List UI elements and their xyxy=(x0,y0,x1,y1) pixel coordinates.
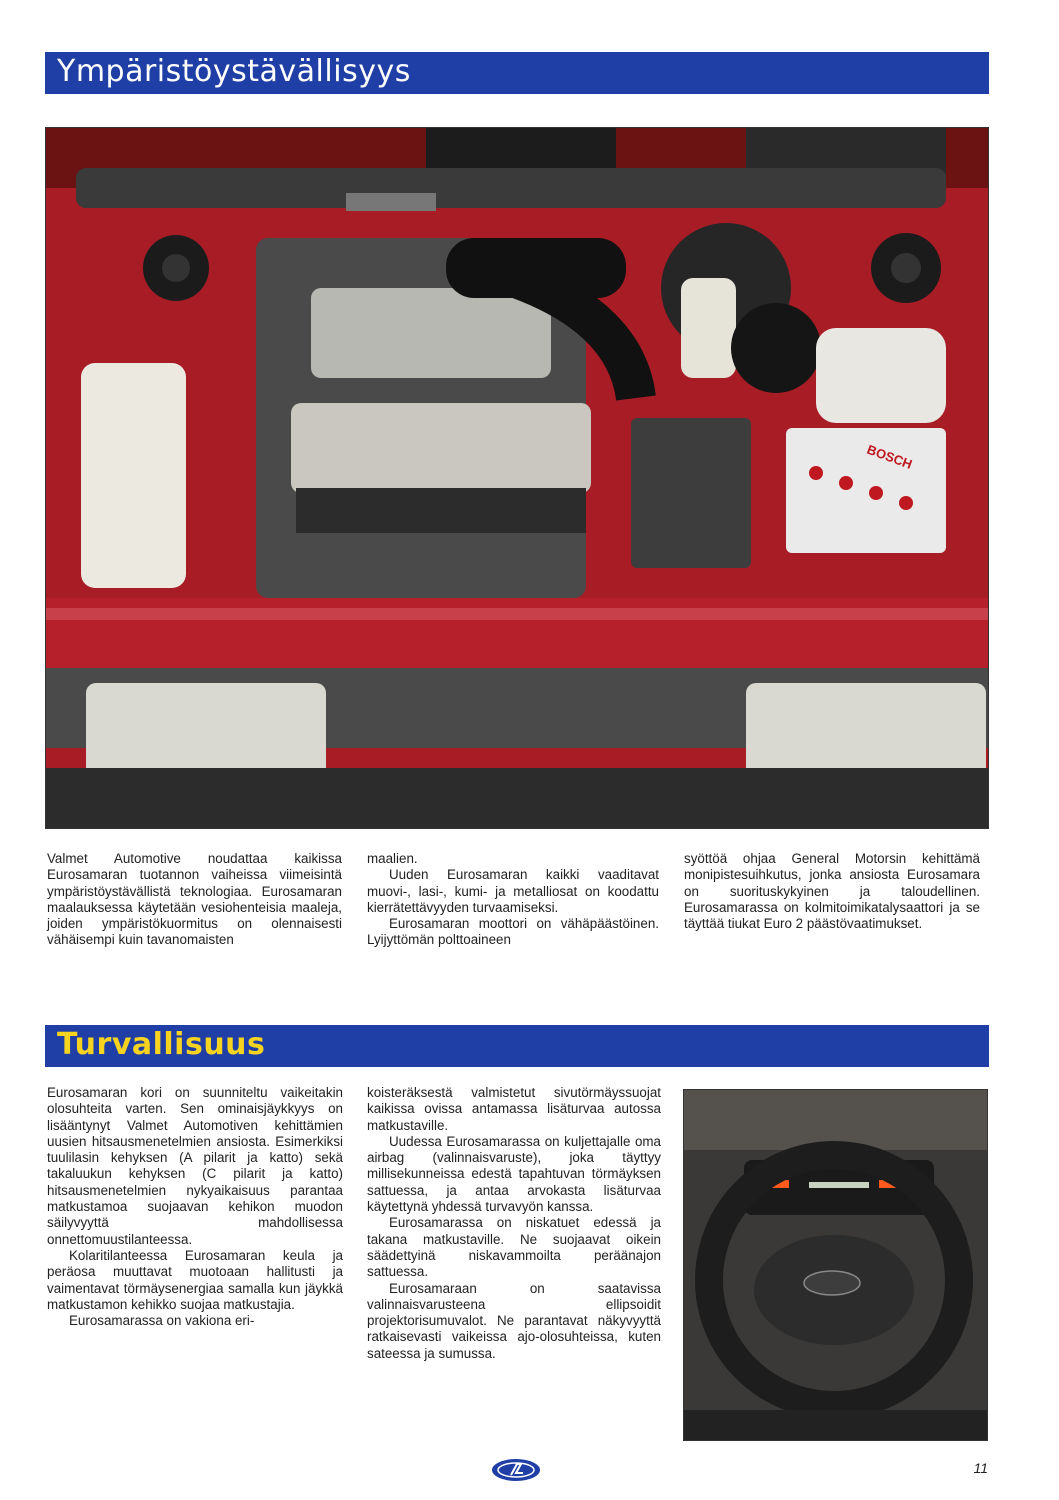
paragraph: Uuden Eurosamaran kaikki vaaditavat muovi-, lasi-, kumi- ja metalliosat on koodattu kierrätettävyyden turvaamiseksi. xyxy=(367,867,659,915)
safety-column-2 xyxy=(367,1085,661,1362)
paragraph: koisteräksestä valmistetut sivutörmäyssuojat kaikissa ovissa antamassa lisäturvaa autossa matkustaville. xyxy=(367,1085,661,1133)
battery-brand-label: BOSCH xyxy=(864,441,915,472)
paragraph: Eurosamaran kori on suunniteltu vaikeitakin olosuhteita varten. Sen ominaisjäykkyys on lisääntynyt Valmet Automotiven kehittämien uusien hitsausmenetelmien ansiosta. Esimerkiksi tuulilasin kehyksen (A pilarit ja katto) sekä takaluukun kehyksen (C pilarit ja katto) hitsausmenetelmien nykyaikaisuus parantaa matkustamoa suojaavan kehikon muodon säilyvyyttä mahdollisessa onnettomuustilanteessa. xyxy=(47,1085,343,1247)
paragraph: Eurosamaran moottori on vähäpäästöinen. Lyijyttömän polttoaineen xyxy=(367,916,659,948)
lada-logo-icon xyxy=(491,1458,541,1487)
paragraph: Kolaritilanteessa Eurosamaran keula ja peräosa muuttavat muotoaan hallitusti ja vaimentavat törmäysenergiaa samalla kun jäykkä matkustamon kehikko suojaa matkustajia. xyxy=(47,1247,343,1312)
engine-bay-illustration xyxy=(46,128,988,828)
paragraph: Valmet Automotive noudattaa kaikissa Eurosamaran tuotannon vaiheissa viimeisintä ympäristöystävällistä teknologiaa. Eurosamaran maalauksessa käytetään vesiohenteisia maaleja, joiden ympäristökuormitus on olennaisesti vähäisempi kuin tavanomaisten xyxy=(47,851,342,948)
paragraph: Eurosamarassa on vakiona eri- xyxy=(69,1313,255,1329)
paragraph: maalien. xyxy=(367,851,418,866)
paragraph: syöttöä ohjaa General Motorsin kehittämä monipistesuihkutus, jonka ansiosta Eurosamara on suorituskykyinen ja taloudellinen. Eurosamarassa on kolmitoimikatalysaattori ja se täyttää tiukat Euro 2 päästövaatimukset. xyxy=(684,851,980,932)
paragraph: Eurosamarassa on niskatuet edessä ja takana matkustaville. Ne suojaavat oikein säädettyinä niskavammoilta peräänajon sattuessa. xyxy=(367,1215,661,1280)
paragraph: Uudessa Eurosamarassa on kuljettajalle oma airbag (valinnaisvaruste), joka täyttyy millisekunneissa edestä tapahtuvan törmäyksen sattuessa, ja antaa arvokasta lisäturvaa käytettynä yhdessä turvavyön kanssa. xyxy=(367,1133,661,1215)
environment-column-3 xyxy=(684,851,980,932)
engine-bay-photo xyxy=(45,127,989,829)
environment-column-2 xyxy=(367,851,659,949)
dashboard-photo xyxy=(683,1089,988,1441)
section-title-environment: Ympäristöystävällisyys xyxy=(45,52,989,94)
steering-wheel-illustration xyxy=(684,1090,987,1440)
safety-column-1 xyxy=(47,1085,343,1329)
section-title-safety: Turvallisuus xyxy=(45,1025,989,1067)
environment-column-1 xyxy=(47,851,342,949)
page-number: 11 xyxy=(973,1460,988,1476)
paragraph: Eurosamaraan on saatavissa valinnaisvarusteena ellipsoidit projektorisumuvalot. Ne parantavat näkyvyyttä ratkaisevasti vaikeissa ajo-olosuhteissa, kuten sateessa ja sumussa. xyxy=(367,1280,661,1361)
